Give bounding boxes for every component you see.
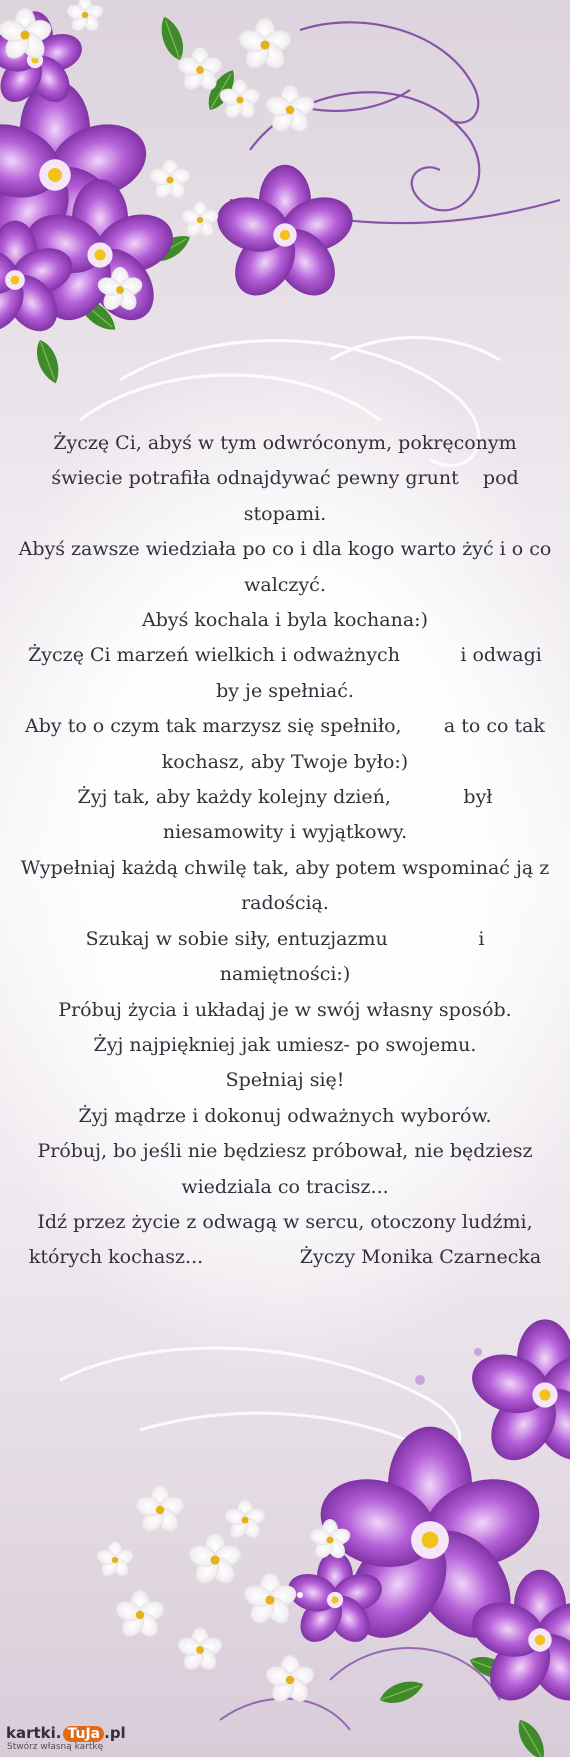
logo-badge: TuJa	[63, 1726, 104, 1742]
logo-name: kartki.	[6, 1724, 62, 1742]
logo-wordmark	[6, 1724, 126, 1742]
logo-tld: .pl	[104, 1724, 126, 1742]
logo-tagline: Stwórz własną kartkę	[7, 1742, 104, 1752]
site-logo[interactable]	[6, 1724, 166, 1754]
greeting-message: Życzę Ci, abyś w tym odwróconym, pokręconym świecie potrafiła odnajdywać pewny grunt pod stopami. Abyś zawsze wiedziała po co i dla kogo warto żyć i o co walczyć. Abyś kochala i byla kochana:) Życzę Ci marzeń wielkich i odważnych i odwagi by je spełniać. Aby to o czym tak marzysz się spełniło, a to co tak kochasz, aby Twoje było:) Żyj tak, aby każdy kolejny dzień, był niesamowity i wyjątkowy. Wypełniaj każdą chwilę tak, aby potem wspominać ją z radością. Szukaj w sobie siły, entuzjazmu i namiętności:) Próbuj życia i układaj je w swój własny sposób. Żyj najpiękniej jak umiesz- po swojemu. Spełniaj się! Żyj mądrze i dokonuj odważnych wyborów. Próbuj, bo jeśli nie będziesz próbował, nie będziesz wiedziala co tracisz... Idź przez życie z odwagą w sercu, otoczony ludźmi, których kochasz... Życzy Monika Czarnecka	[18, 432, 552, 1269]
